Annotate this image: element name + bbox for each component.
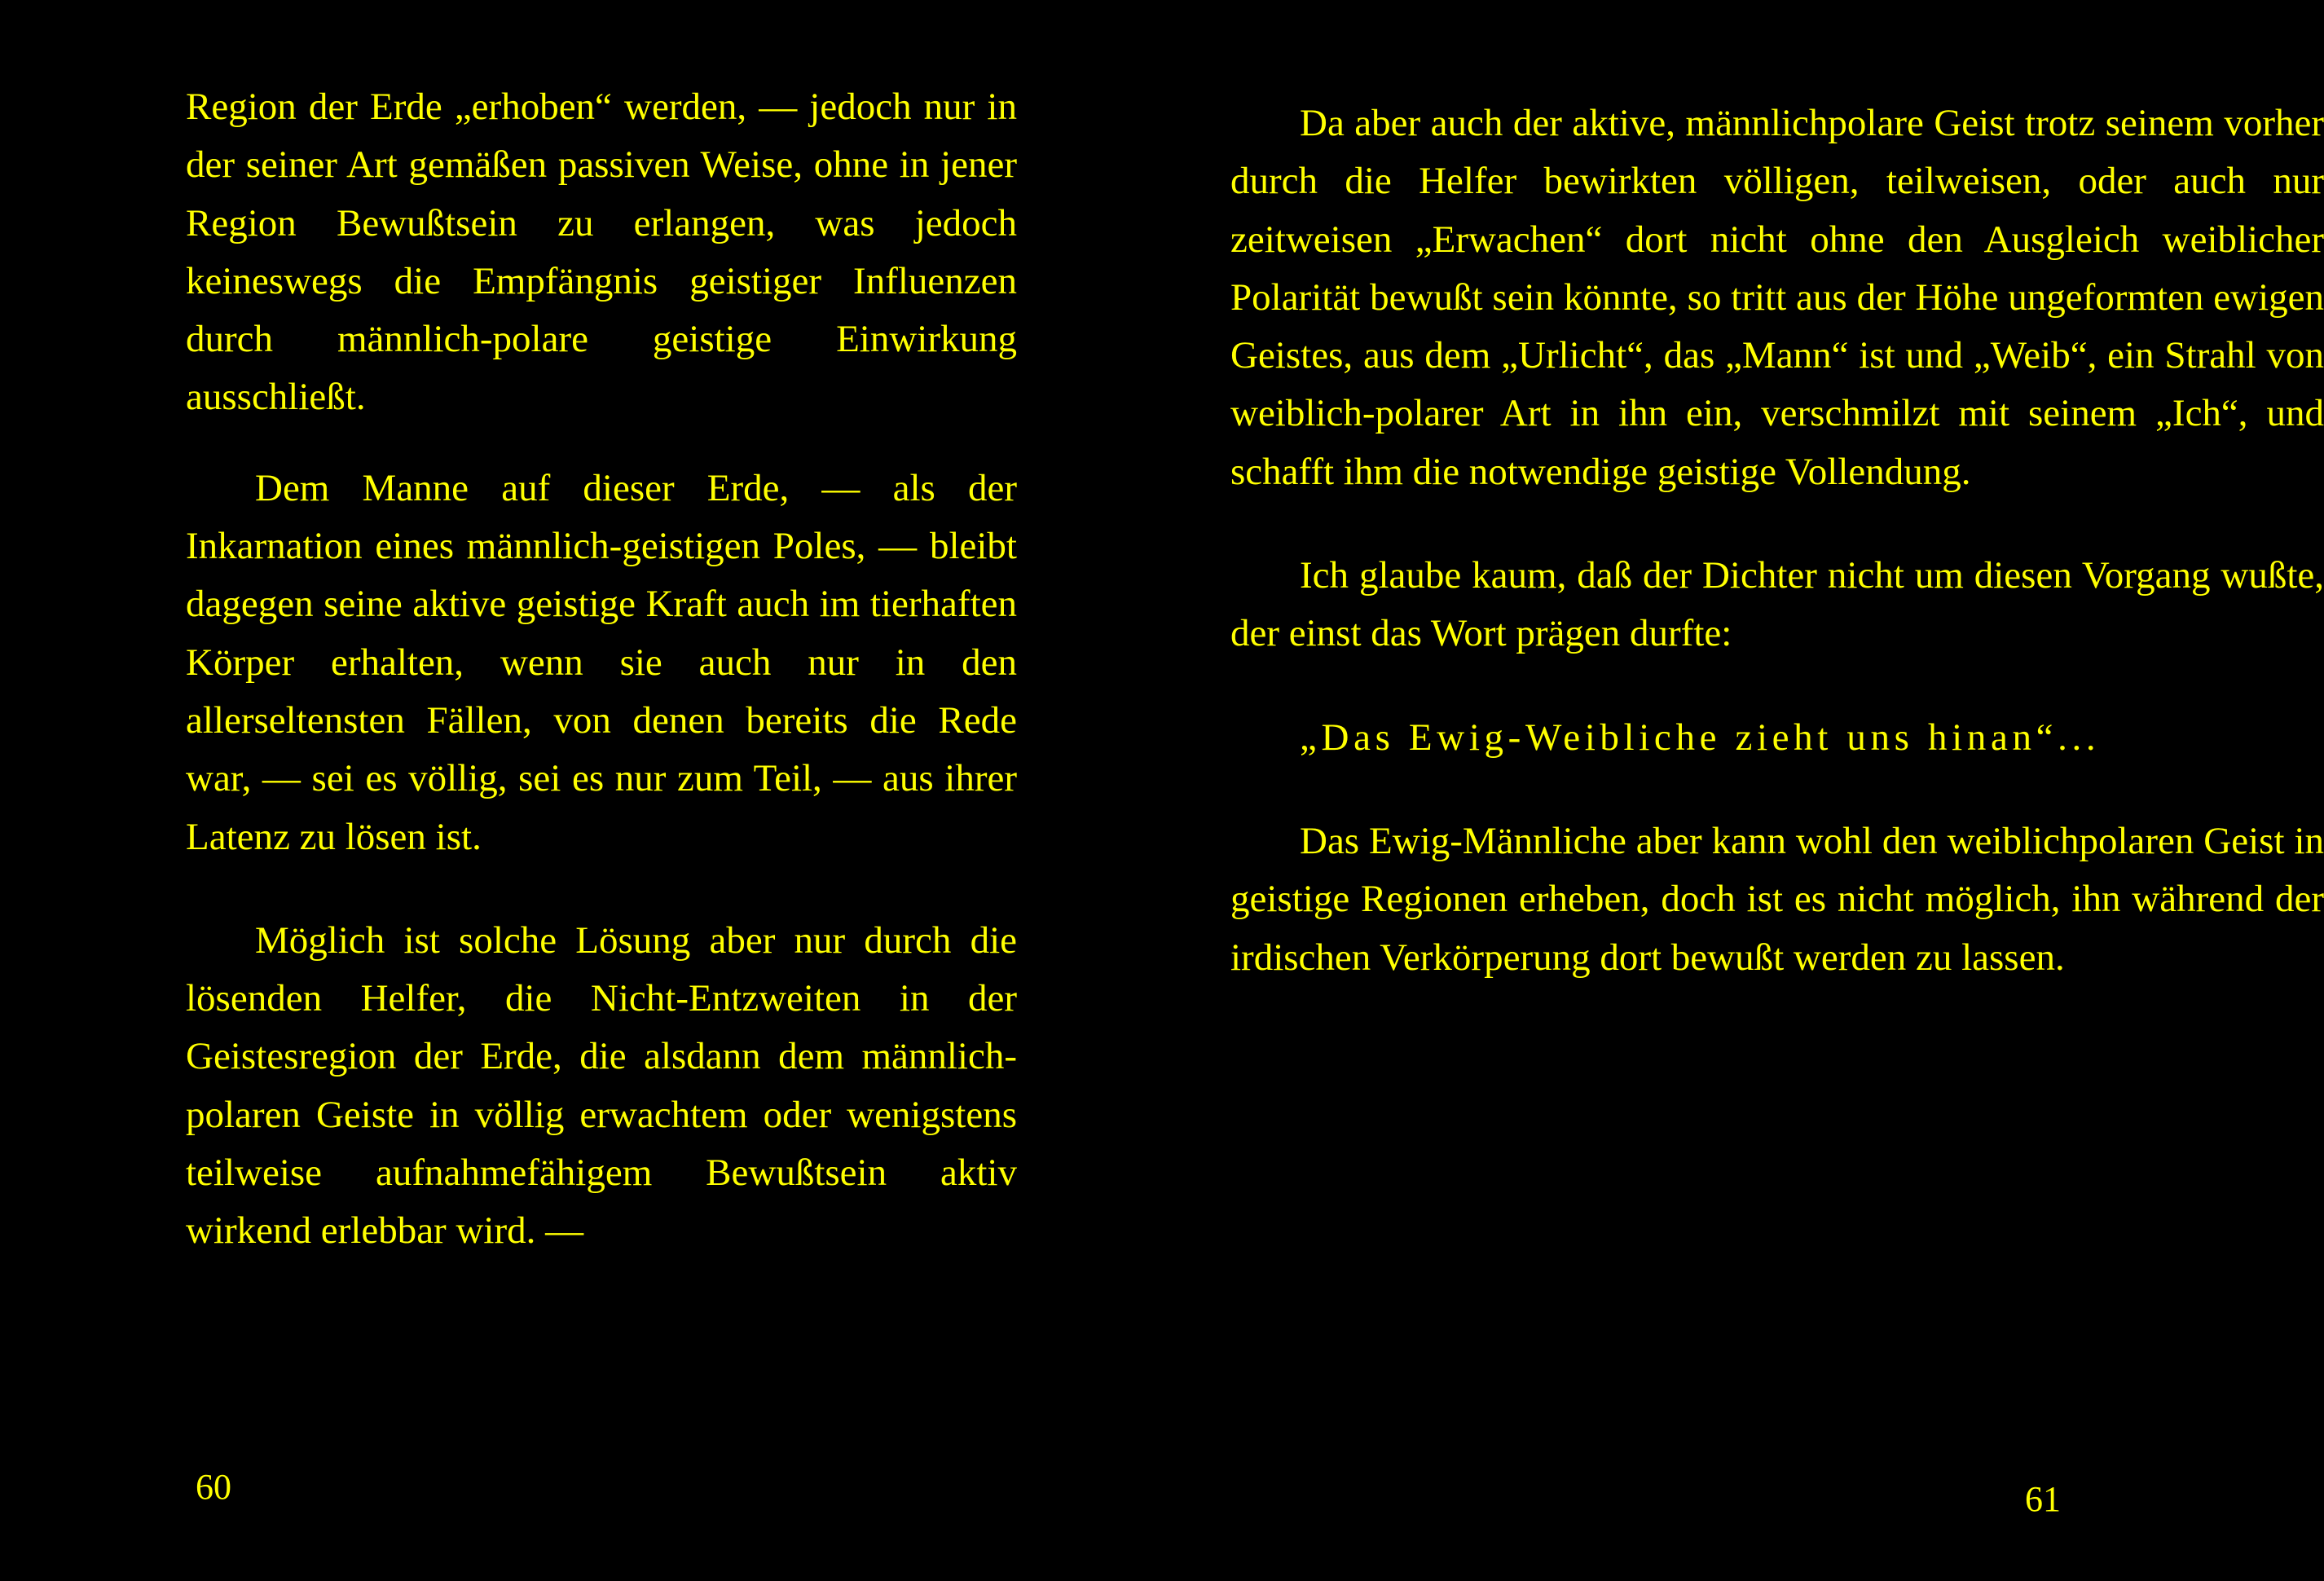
paragraph-4: Das Ewig-Männliche aber kann wohl den weiblichpolaren Geist in geistige Regionen erheben, doch ist es nicht möglich, ihn während der irdischen Verkörperung dort bewußt werden zu lassen.	[1230, 819, 2324, 979]
paragraph-3: Möglich ist solche Lösung aber nur durch die lösenden Helfer, die Nicht-Entzweiten in der Geistesregion der Erde, die alsdann dem männlich-polaren Geiste in völlig erwachtem oder wenigstens teilweise aufnahmefähigem Bewußtsein aktiv wirkend erlebbar wird. —	[186, 918, 1017, 1253]
paragraph-1: Da aber auch der aktive, männlichpolare Geist trotz seinem vorher durch die Helfer bewirkten völligen, teilweisen, oder auch nur zeitweisen „Erwachen“ dort nicht ohne den Ausgleich weiblicher Polarität bewußt sein könnte, so tritt aus der Höhe ungeformten ewigen Geistes, aus dem „Urlicht“, das „Mann“ ist und „Weib“, ein Strahl von weiblich-polarer Art in ihn ein, verschmilzt mit seinem „Ich“, und schafft ihm die notwendige geistige Vollendung.	[1230, 102, 2324, 493]
left-page	[0, 0, 1080, 1581]
quote-paragraph: „Das Ewig-Weibliche zieht uns hinan“...	[1300, 716, 2101, 759]
page-number-right: 61	[2025, 1479, 2061, 1519]
left-page-text	[186, 78, 1017, 1261]
right-page-text	[1230, 95, 2324, 987]
paragraph-2: Dem Manne auf dieser Erde, — als der Inkarnation eines männlich-geistigen Poles, — bleibt dagegen seine aktive geistige Kraft auch im tierhaften Körper erhalten, wenn sie auch nur in den allerseltensten Fällen, von denen bereits die Rede war, — sei es völlig, sei es nur zum Teil, — aus ihrer Latenz zu lösen ist.	[186, 466, 1017, 858]
paragraph-1: Region der Erde „erhoben“ werden, — jedoch nur in der seiner Art gemäßen passiven Weise, ohne in jener Region Bewußtsein zu erlangen, was jedoch keineswegs die Empfängnis geistiger Influenzen durch männlich-polare geistige Einwirkung ausschließt.	[186, 86, 1017, 419]
paragraph-2: Ich glaube kaum, daß der Dichter nicht um diesen Vorgang wußte, der einst das Wort prägen durfte:	[1230, 554, 2324, 655]
right-page	[1080, 0, 2324, 1581]
page-number-left: 60	[196, 1467, 231, 1507]
